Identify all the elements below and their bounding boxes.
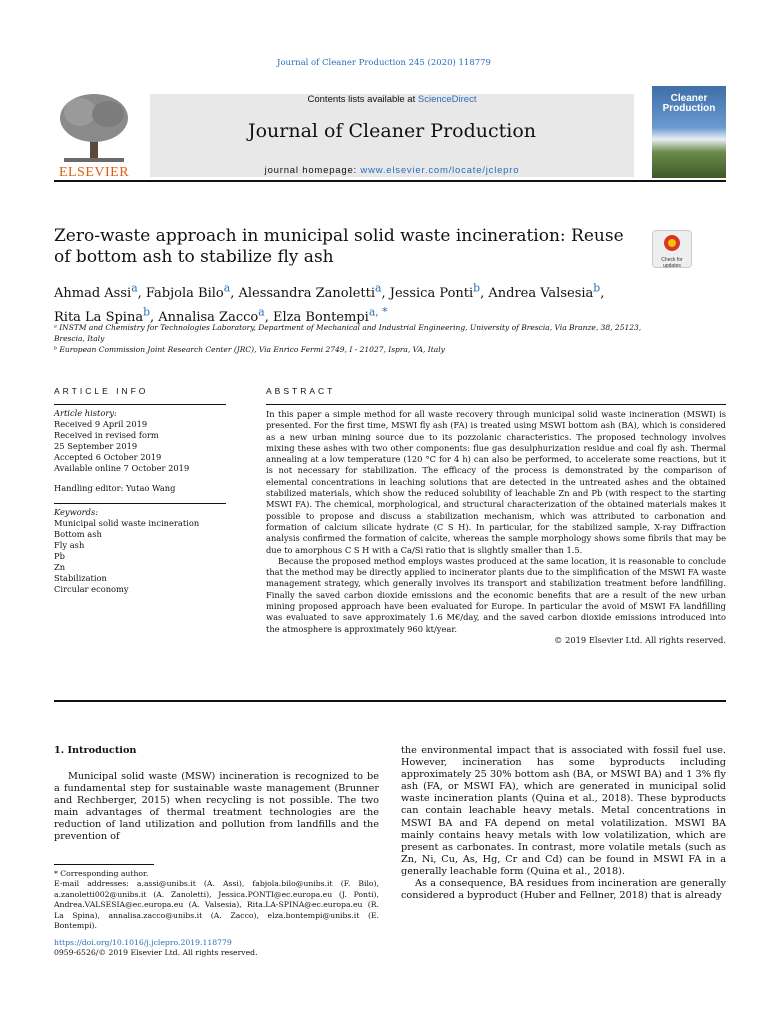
- author: Fabjola Bilo$^a$,: [145, 282, 239, 302]
- introduction-heading: 1. Introduction: [54, 745, 137, 756]
- homepage-prefix: journal homepage:: [264, 165, 361, 176]
- affiliations: [54, 322, 654, 355]
- keywords-label: Keywords:: [54, 507, 99, 517]
- intro-left-column: [54, 771, 379, 844]
- author: Andrea Valsesia$^b$,: [488, 282, 605, 302]
- journal-citation[interactable]: Journal of Cleaner Production 245 (2020) 118779: [277, 58, 491, 68]
- cover-line-1: Cleaner: [670, 93, 708, 104]
- abstract-rule: [266, 404, 726, 405]
- journal-cover-text: [652, 94, 726, 114]
- badge-line-2: updates: [663, 263, 681, 269]
- journal-title: Journal of Cleaner Production: [247, 120, 537, 142]
- abstract-paragraph-2: Because the proposed method employs wastes produced at the same location, it is reasonable to conclude that the method may be directly applied to incinerator plants due to the simplification of the MSWI FA waste management strategy, which generally involves its transport and stabilization treatment before landfilling. Finally the saved carbon dioxide emissions and the economic benefits that are a result of the new urban mining proposed approach have been evaluated for Europe. In particular the avoid of MSWI FA landfilling was evaluated to save approximately 1.6 M€/day, and the saved carbon dioxide emissions introduced into the atmosphere is approximately 960 kt/year.: [266, 555, 726, 634]
- header-rule: [54, 180, 726, 182]
- intro-paragraph: As a consequence, BA residues from incineration are generally considered a byproduct (Huber and Fellner, 2018) that is already: [401, 878, 726, 902]
- sciencedirect-link[interactable]: ScienceDirect: [417, 94, 477, 105]
- footnote-rule: [54, 864, 154, 865]
- keyword: Pb: [54, 551, 65, 561]
- abstract-bottom-rule: [54, 700, 726, 702]
- keyword: Zn: [54, 562, 66, 572]
- history-item: Available online 7 October 2019: [54, 463, 190, 473]
- history-item: 25 September 2019: [54, 441, 138, 451]
- author: Ahmad Assi$^a$,: [54, 282, 146, 302]
- check-updates-icon: [653, 231, 691, 253]
- check-for-updates-badge[interactable]: [652, 230, 692, 268]
- abstract-paragraph-1: In this paper a simple method for all waste recovery through municipal solid waste incineration (MSWI) is presented. For the first time, MSWI fly ash (FA) is treated using MSWI bottom ash (BA), which is considered as a new urban mining source due to its pozzolanic characteristics. The proposed technology involves mixing these ashes with two other components: flue gas desulphurization residue and coal fly ash. Thermal annealing at a low temperature (120 °C for 4 h) can also be performed, to accelerate some reactions, but it is not necessary for stabilization. The efficacy of the process is demonstrated by the comparison of elemental concentrations in leaching solutions that are detected in the untreated ashes and the obtained stabilized materials, which show the reduced solubility of leachable Zn and Pb (with respect to the starting MSWI FA). The chemical, morphological, and structural characterization of the obtained materials makes it possible to propose and discuss a stabilization mechanism, which was attributed to carbonation and formation of calcium silicate hydrate (C S H). In particular, for the stabilized sample, X-ray Diffraction analysis confirmed the formation of calcite, whereas the sample morphology shows some fibrils that may be due to amorphous C S H with a Ca/Si ratio that is slightly smaller than 1.5.: [266, 409, 726, 555]
- footnote: [54, 869, 379, 931]
- keyword: Fly ash: [54, 540, 85, 550]
- keyword: Circular economy: [54, 584, 129, 594]
- intro-paragraph: the environmental impact that is associated with fossil fuel use. However, incineration has some byproducts including approximately 25 30% bottom ash (BA, or MSWI BA) and 1 3% fly ash (FA, or MSWI FA), which are generated in municipal solid waste incineration plants (Quina et al., 2018). These byproducts can contain leachable heavy metals. Metal concentrations in MSWI BA and FA depend on metal volatilization. MSWI BA mainly contains heavy metals with low volatilization, which are present as carbonates. In contrast, more volatile metals (such as Zn, Ni, Cu, As, Hg, Cr and Cd) can be found in MSWI FA in a generally leachable form (Quina et al., 2018).: [401, 745, 726, 877]
- keyword: Municipal solid waste incineration: [54, 518, 200, 528]
- intro-paragraph: Municipal solid waste (MSW) incineration is recognized to be a fundamental step for sustainable waste management (Brunner and Rechberger, 2015) when recycling is not possible. The two main advantages of thermal treatment technologies are the reduction of land utilization and pollution from landfills and the prevention of: [54, 771, 379, 843]
- affiliation-b: ᵇ European Commission Joint Research Center (JRC), Via Enrico Fermi 2749, I - 21027, Ispra, VA, Italy: [54, 345, 445, 354]
- contents-prefix: Contents lists available at: [307, 94, 418, 105]
- history-item: Received in revised form: [54, 430, 159, 440]
- corresponding-author: * Corresponding author.: [54, 869, 149, 878]
- keyword: Bottom ash: [54, 529, 102, 539]
- history-label: Article history:: [54, 408, 117, 418]
- author-list: [54, 280, 654, 327]
- info-rule: [54, 404, 226, 405]
- issn-line: 0959-6526/© 2019 Elsevier Ltd. All rights reserved.: [54, 948, 258, 958]
- history-item: Accepted 6 October 2019: [54, 452, 162, 462]
- author: Jessica Ponti$^b$,: [389, 282, 489, 302]
- abstract-heading: ABSTRACT: [266, 386, 336, 396]
- contents-line: [150, 94, 634, 105]
- homepage-line: [150, 165, 634, 176]
- article-title: Zero-waste approach in municipal solid waste incineration: Reuse of bottom ash to stabilize fly ash: [54, 226, 624, 267]
- keywords-rule: [54, 503, 226, 504]
- elsevier-wordmark: ELSEVIER: [58, 165, 130, 180]
- abstract-body: [266, 409, 726, 646]
- article-info-heading: ARTICLE INFO: [54, 386, 149, 396]
- cover-line-2: Production: [662, 103, 716, 114]
- doi-block: [54, 938, 258, 959]
- abstract-copyright: © 2019 Elsevier Ltd. All rights reserved.: [554, 634, 726, 645]
- doi-link[interactable]: https://doi.org/10.1016/j.jclepro.2019.118779: [54, 938, 232, 947]
- homepage-link[interactable]: www.elsevier.com/locate/jclepro: [360, 165, 520, 176]
- author: Annalisa Zacco$^a$,: [158, 305, 273, 325]
- keyword: Stabilization: [54, 573, 107, 583]
- badge-line-1: Check for: [661, 257, 683, 263]
- handling-editor: Handling editor: Yutao Wang: [54, 483, 176, 493]
- article-info: [54, 408, 226, 595]
- history-item: Received 9 April 2019: [54, 419, 148, 429]
- author: Alessandra Zanoletti$^a$,: [238, 282, 390, 302]
- author: Rita La Spina$^b$,: [54, 305, 159, 325]
- affiliation-a: ᵃ INSTM and Chemistry for Technologies Laboratory, Department of Mechanical and Industrial Engineering, University of Brescia, Via Branze, 38, 25123, Brescia, Italy: [54, 323, 642, 343]
- author: Elza Bontempi$^{a, *}$: [272, 305, 388, 325]
- email-addresses[interactable]: E-mail addresses: a.assi@unibs.it (A. Assi), fabjola.bilo@unibs.it (F. Bilo), a.zanoletti002@unibs.it (A. Zanoletti), Jessica.PONTI@ec.europa.eu (J. Ponti), Andrea.VALSESIA@ec.europa.eu (A. Valsesia), Rita.LA-SPINA@ec.europa.eu (R. La Spina), annalisa.zacco@unibs.it (A. Zacco), elza.bontempi@unibs.it (E. Bontempi).: [54, 879, 379, 931]
- intro-right-column: [401, 745, 726, 902]
- elsevier-tree-logo: [54, 88, 134, 166]
